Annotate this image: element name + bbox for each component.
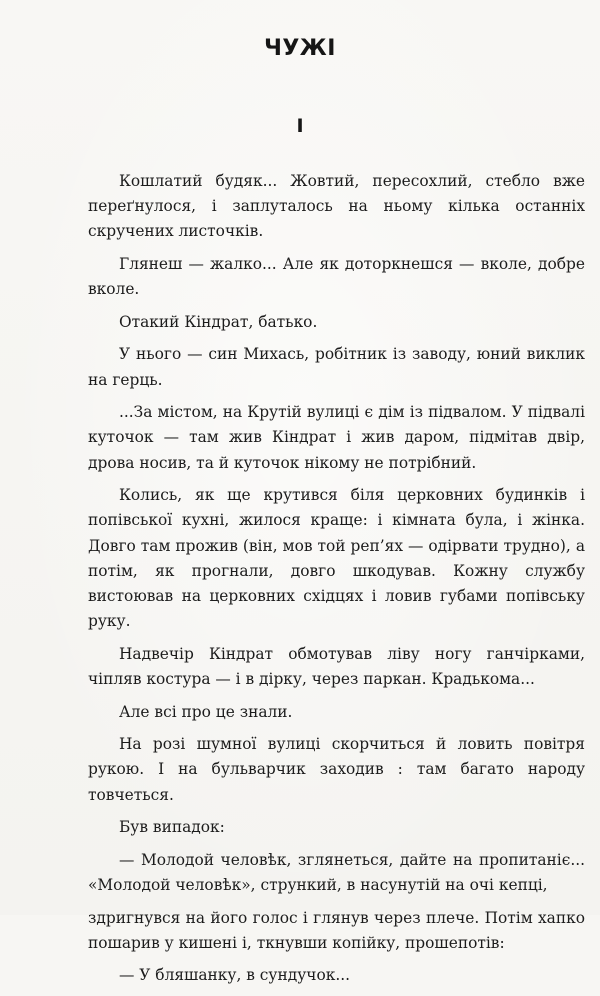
paragraph: У нього — син Михась, робітник із заводу, юний виклик на герць. bbox=[88, 345, 585, 389]
chapter-heading: І bbox=[296, 115, 304, 137]
paragraph: — Молодой человѣк, зглянеться, дайте на пропитаніє... «Молодой человѣк», стрункий, в насунутій на очі кепці, bbox=[88, 850, 585, 894]
story-text bbox=[88, 169, 585, 996]
paragraph: — У бляшанку, в сундучок... bbox=[119, 966, 351, 985]
paragraph: Колись, як ще крутився біля церковних будинків і попівської кухні, жилося краще: і кімната була, і жінка. Довго там прожив (він, мов той реп’ях — одірвати трудно), а потім, як прогнали, довго шкодував. Кожну службу вистоював на церковних східцях і ловив губами попівську руку. bbox=[88, 486, 585, 631]
paragraph: Але всі про це знали. bbox=[119, 702, 293, 721]
paragraph: Отакий Кіндрат, батько. bbox=[119, 312, 318, 331]
paragraph: Надвечір Кіндрат обмотував ліву ногу ганчірками, чіпляв костура — і в дірку, через паркан. Крадькома... bbox=[88, 644, 585, 688]
paragraph: На розі шумної вулиці скорчиться й ловить повітря рукою. І на бульварчик заходив : там багато народу товчеться. bbox=[88, 735, 585, 804]
paragraph: здригнувся на його голос і глянув через плече. Потім хапко пошарив у кишені і, ткнувши копійку, прошепотів: bbox=[88, 908, 585, 952]
paragraph: Був випадок: bbox=[119, 818, 225, 837]
paragraph: Кошлатий будяк... Жовтий, пересохлий, стебло вже переґнулося, і заплуталось на ньому кілька останніх скручених листочків. bbox=[88, 172, 585, 241]
paragraph: ...За містом, на Крутій вулиці є дім із підвалом. У підвалі куточок — там жив Кіндрат і жив даром, підмітав двір, дрова носив, та й куточок нікому не потрібний. bbox=[88, 403, 585, 472]
story-title: ЧУЖІ bbox=[264, 36, 336, 61]
paragraph: Глянеш — жалко... Але як доторкнешся — вколе, добре вколе. bbox=[88, 255, 585, 299]
